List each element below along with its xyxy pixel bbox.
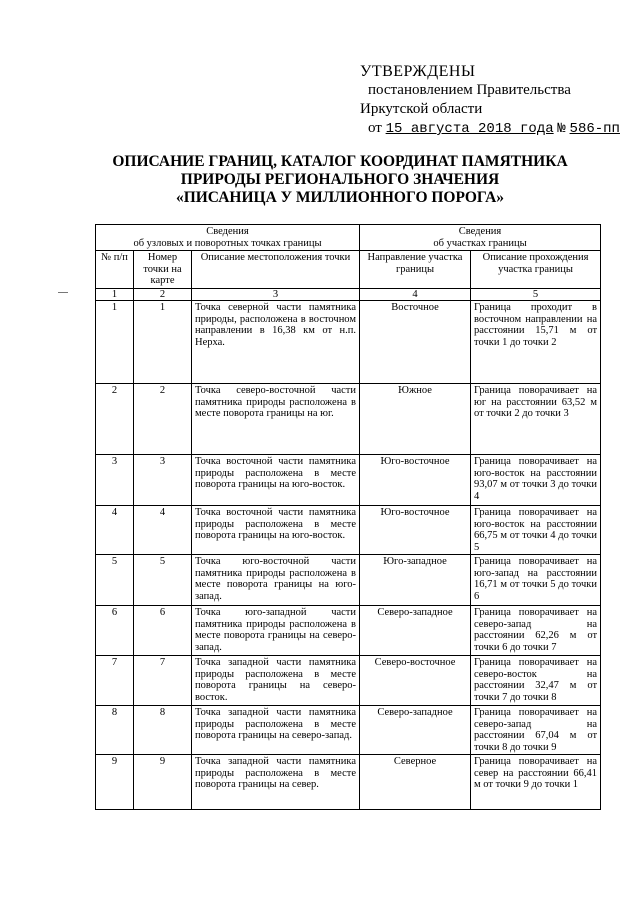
group-header-segments-line-1: Сведения	[458, 226, 502, 237]
column-number: 4	[360, 288, 471, 301]
cell-map-num: 6	[134, 606, 192, 656]
cell-num: 8	[96, 706, 134, 755]
group-header-segments-line-2: об участках границы	[433, 237, 527, 249]
cell-map-num: 7	[134, 656, 192, 706]
cell-num: 3	[96, 455, 134, 506]
cell-passage: Граница поворачивает на северо-восток на расстоянии 32,47 м от точки 7 до точки 8	[471, 656, 601, 706]
table-column-numbers-row	[96, 288, 601, 301]
column-number: 1	[96, 288, 134, 301]
cell-map-num: 4	[134, 506, 192, 555]
approval-date: 15 августа 2018 года	[385, 121, 554, 137]
table-row	[96, 755, 601, 810]
cell-map-num: 8	[134, 706, 192, 755]
cell-location: Точка юго-восточной части памятника природы расположена в месте поворота границы на юго-запад.	[192, 555, 360, 606]
table-row	[96, 606, 601, 656]
cell-direction: Южное	[360, 384, 471, 455]
cell-map-num: 9	[134, 755, 192, 810]
document-title-line-1: ОПИСАНИЕ ГРАНИЦ, КАТАЛОГ КООРДИНАТ ПАМЯТНИКА	[112, 153, 568, 170]
column-header-direction: Направление участка границы	[360, 251, 471, 289]
cell-num: 1	[96, 301, 134, 384]
cell-location: Точка северной части памятника природы, расположена в восточном направлении в 16,38 км от н.п. Нерха.	[192, 301, 360, 384]
cell-num: 2	[96, 384, 134, 455]
cell-direction: Юго-восточное	[360, 455, 471, 506]
cell-location: Точка северо-восточной части памятника природы расположена в месте поворота границы на юг.	[192, 384, 360, 455]
column-header-passage: Описание прохождения участка границы	[471, 251, 601, 289]
cell-location: Точка западной части памятника природы расположена в месте поворота границы на северо-восток.	[192, 656, 360, 706]
document-title-line-2: ПРИРОДЫ РЕГИОНАЛЬНОГО ЗНАЧЕНИЯ	[180, 171, 500, 188]
cell-direction: Северо-западное	[360, 706, 471, 755]
cell-map-num: 5	[134, 555, 192, 606]
cell-num: 5	[96, 555, 134, 606]
document-title	[90, 153, 590, 207]
column-header-location: Описание местоположения точки	[192, 251, 360, 289]
cell-direction: Юго-восточное	[360, 506, 471, 555]
cell-direction: Восточное	[360, 301, 471, 384]
cell-passage: Граница поворачивает на северо-запад на расстоянии 67,04 м от точки 8 до точки 9	[471, 706, 601, 755]
column-number: 3	[192, 288, 360, 301]
cell-direction: Северо-восточное	[360, 656, 471, 706]
column-header-map-num: Номер точки на карте	[134, 251, 192, 289]
cell-location: Точка восточной части памятника природы расположена в месте поворота границы на юго-восток.	[192, 506, 360, 555]
table-row	[96, 301, 601, 384]
table-group-header-row	[96, 225, 601, 251]
cell-num: 7	[96, 656, 134, 706]
column-number: 5	[471, 288, 601, 301]
approval-number-sign: №	[557, 121, 566, 137]
approval-stamp	[360, 62, 630, 139]
cell-passage: Граница поворачивает на юго-запад на расстоянии 16,71 м от точки 5 до точки 6	[471, 555, 601, 606]
approval-date-line	[360, 119, 630, 139]
cell-num: 6	[96, 606, 134, 656]
group-header-segments	[360, 225, 601, 251]
cell-direction: Северное	[360, 755, 471, 810]
group-header-points	[96, 225, 360, 251]
cell-num: 9	[96, 755, 134, 810]
column-header-num: № п/п	[96, 251, 134, 289]
table-column-header-row	[96, 251, 601, 289]
margin-mark	[58, 292, 68, 293]
cell-direction: Юго-западное	[360, 555, 471, 606]
cell-passage: Граница поворачивает на север на расстоянии 66,41 м от точки 9 до точки 1	[471, 755, 601, 810]
cell-map-num: 1	[134, 301, 192, 384]
group-header-points-line-1: Сведения	[206, 226, 249, 237]
cell-passage: Граница поворачивает на северо-запад на расстоянии 62,26 м от точки 6 до точки 7	[471, 606, 601, 656]
table-row	[96, 506, 601, 555]
approval-heading: УТВЕРЖДЕНЫ	[360, 63, 476, 80]
table-row	[96, 656, 601, 706]
cell-location: Точка юго-западной части памятника природы расположена в месте поворота границы на северо-запад.	[192, 606, 360, 656]
cell-passage: Граница поворачивает на юго-восток на расстоянии 93,07 м от точки 3 до точки 4	[471, 455, 601, 506]
cell-map-num: 2	[134, 384, 192, 455]
group-header-points-line-2: об узловых и поворотных точках границы	[133, 237, 322, 249]
cell-passage: Граница поворачивает на юг на расстоянии 63,52 м от точки 2 до точки 3	[471, 384, 601, 455]
cell-location: Точка восточной части памятника природы расположена в месте поворота границы на юго-восток.	[192, 455, 360, 506]
cell-location: Точка западной части памятника природы расположена в месте поворота границы на северо-запад.	[192, 706, 360, 755]
cell-passage: Граница проходит в восточном направлении на расстоянии 15,71 м от точки 1 до точки 2	[471, 301, 601, 384]
table-row	[96, 555, 601, 606]
approval-date-prefix: от	[368, 120, 382, 136]
table-row	[96, 706, 601, 755]
table-row	[96, 384, 601, 455]
approval-line-1: постановлением Правительства	[368, 82, 571, 98]
table-row	[96, 455, 601, 506]
cell-direction: Северо-западное	[360, 606, 471, 656]
cell-num: 4	[96, 506, 134, 555]
approval-number: 586-пп	[569, 121, 620, 137]
column-number: 2	[134, 288, 192, 301]
cell-map-num: 3	[134, 455, 192, 506]
cell-passage: Граница поворачивает на юго-восток на расстоянии 66,75 м от точки 4 до точки 5	[471, 506, 601, 555]
cell-location: Точка западной части памятника природы расположена в месте поворота границы на север.	[192, 755, 360, 810]
document-title-line-3: «ПИСАНИЦА У МИЛЛИОННОГО ПОРОГА»	[175, 189, 505, 206]
boundaries-table	[95, 224, 601, 810]
approval-line-2: Иркутской области	[360, 101, 483, 117]
